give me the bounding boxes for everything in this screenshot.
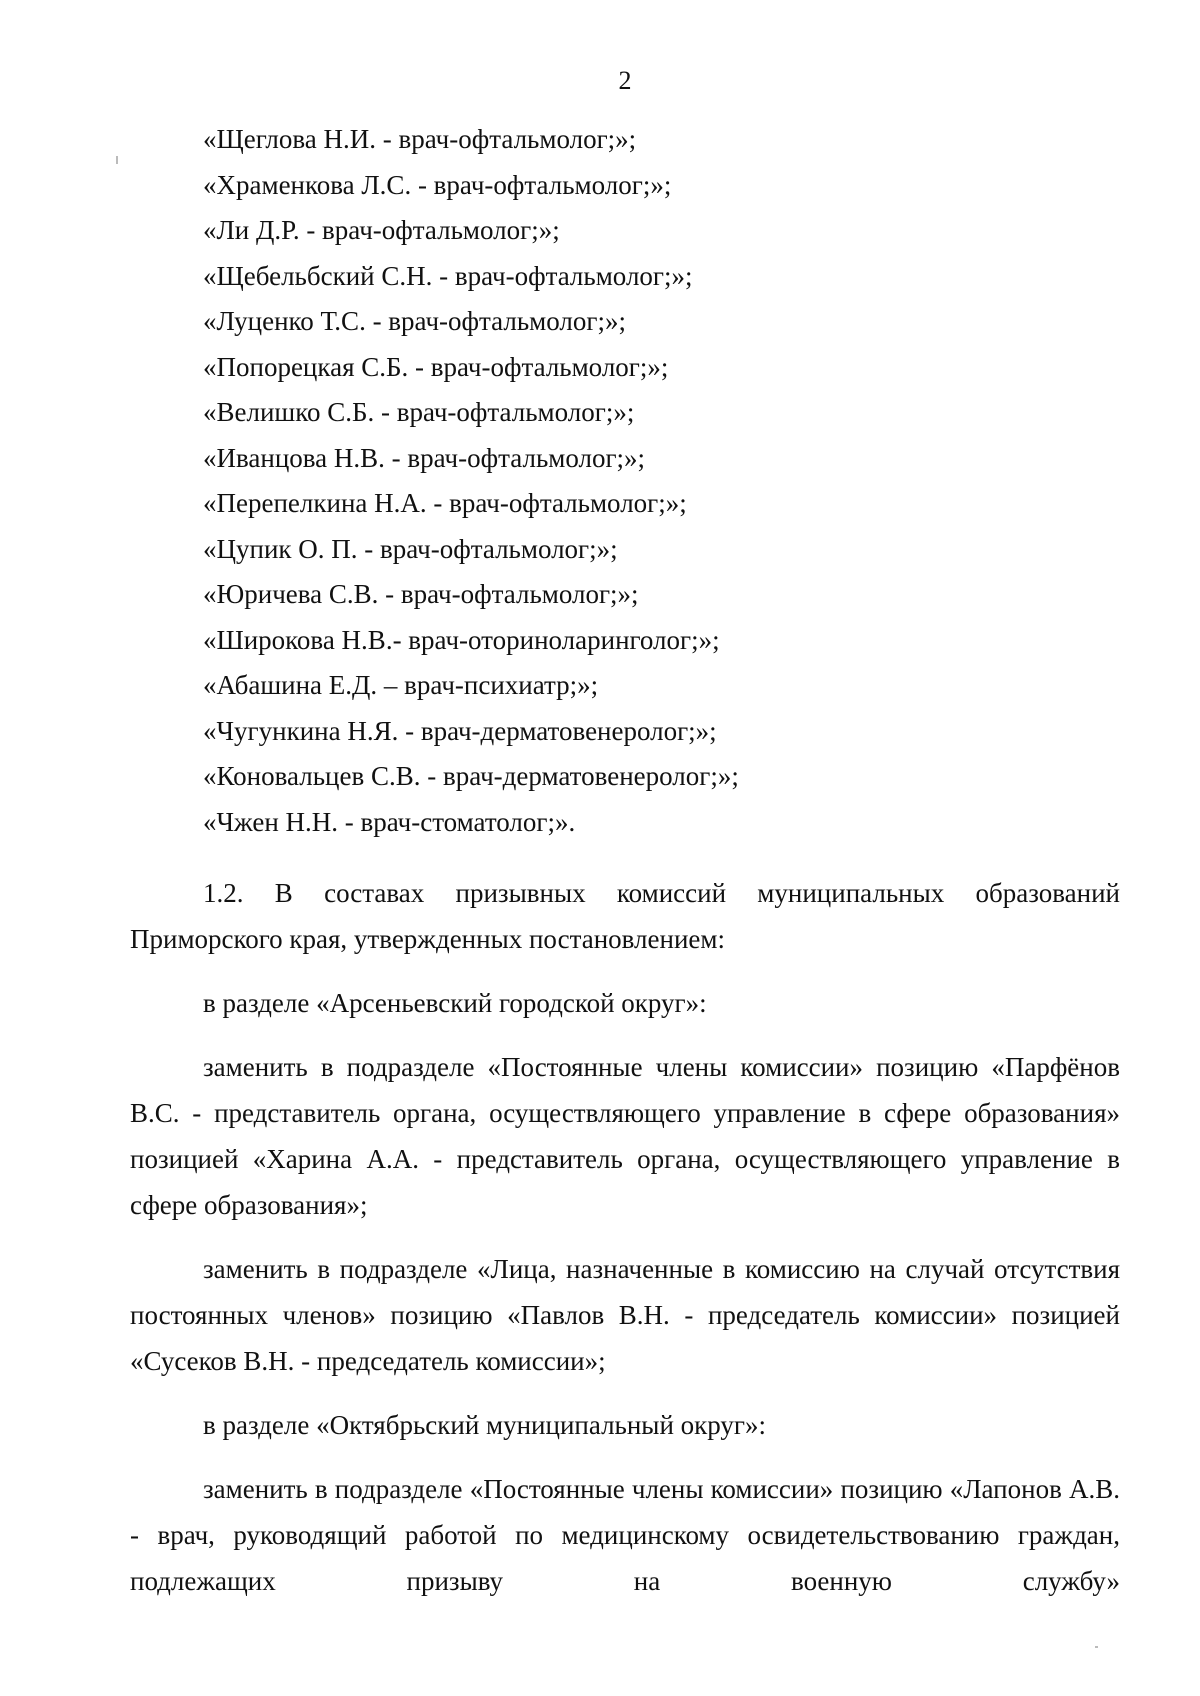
list-item: «Велишко С.Б. - врач-офтальмолог;»;	[203, 397, 635, 427]
page-number: 2	[618, 66, 632, 95]
scan-speck	[1095, 1646, 1098, 1648]
paragraph-replace-pavlov: заменить в подразделе «Лица, назначенные в комиссию на случай отсутствия постоянных членов» позицию «Павлов В.Н. - председатель комиссии» позицией «Сусеков В.Н. - председатель комиссии»;	[130, 1254, 1120, 1376]
list-item: «Чжен Н.Н. - врач-стоматолог;».	[203, 806, 576, 837]
list-item: «Коновальцев С.В. - врач-дерматовенеролог;»;	[203, 761, 739, 791]
list-item: «Абашина Е.Д. – врач-психиатр;»;	[203, 670, 599, 700]
paragraph-replace-parfenov: заменить в подразделе «Постоянные члены комиссии» позицию «Парфёнов В.С. - представитель органа, осуществляющего управление в сфере образования» позицией «Харина А.А. - представитель органа, осуществляющего управление в сфере образования»;	[130, 1052, 1120, 1220]
list-item: «Щебельбский С.Н. - врач-офтальмолог;»;	[203, 260, 693, 291]
body-text	[130, 870, 1120, 1604]
list-item: «Попорецкая С.Б. - врач-офтальмолог;»;	[203, 351, 669, 382]
replacement-list	[203, 124, 739, 852]
scan-speck	[116, 156, 118, 164]
list-item: «Цупик О. П. - врач-офтальмолог;»;	[203, 533, 618, 564]
list-item: «Ли Д.Р. - врач-офтальмолог;»;	[203, 215, 560, 245]
list-item: «Храменкова Л.С. - врач-офтальмолог;»;	[203, 169, 672, 200]
list-item: «Юричева С.В. - врач-офтальмолог;»;	[203, 579, 639, 609]
list-item: «Щеглова Н.И. - врач-офтальмолог;»;	[203, 124, 637, 154]
paragraph-section-oktyabrsky: в разделе «Октябрьский муниципальный округ»:	[203, 1410, 766, 1440]
list-item: «Перепелкина Н.А. - врач-офтальмолог;»;	[203, 488, 687, 518]
paragraph-1-2: 1.2. В составах призывных комиссий муниципальных образований Приморского края, утвержденных постановлением:	[130, 878, 1120, 954]
paragraph-replace-laponov: заменить в подразделе «Постоянные члены комиссии» позицию «Лапонов А.В. - врач, руководящий работой по медицинскому освидетельствованию граждан, подлежащих призыву на военную службу»	[130, 1474, 1120, 1596]
paragraph-section-arsenyev: в разделе «Арсеньевский городской округ»:	[203, 988, 707, 1018]
list-item: «Луценко Т.С. - врач-офтальмолог;»;	[203, 306, 626, 336]
list-item: «Иванцова Н.В. - врач-офтальмолог;»;	[203, 442, 646, 473]
list-item: «Широкова Н.В.- врач-оториноларинголог;»;	[203, 624, 720, 655]
list-item: «Чугункина Н.Я. - врач-дерматовенеролог;»;	[203, 715, 717, 746]
